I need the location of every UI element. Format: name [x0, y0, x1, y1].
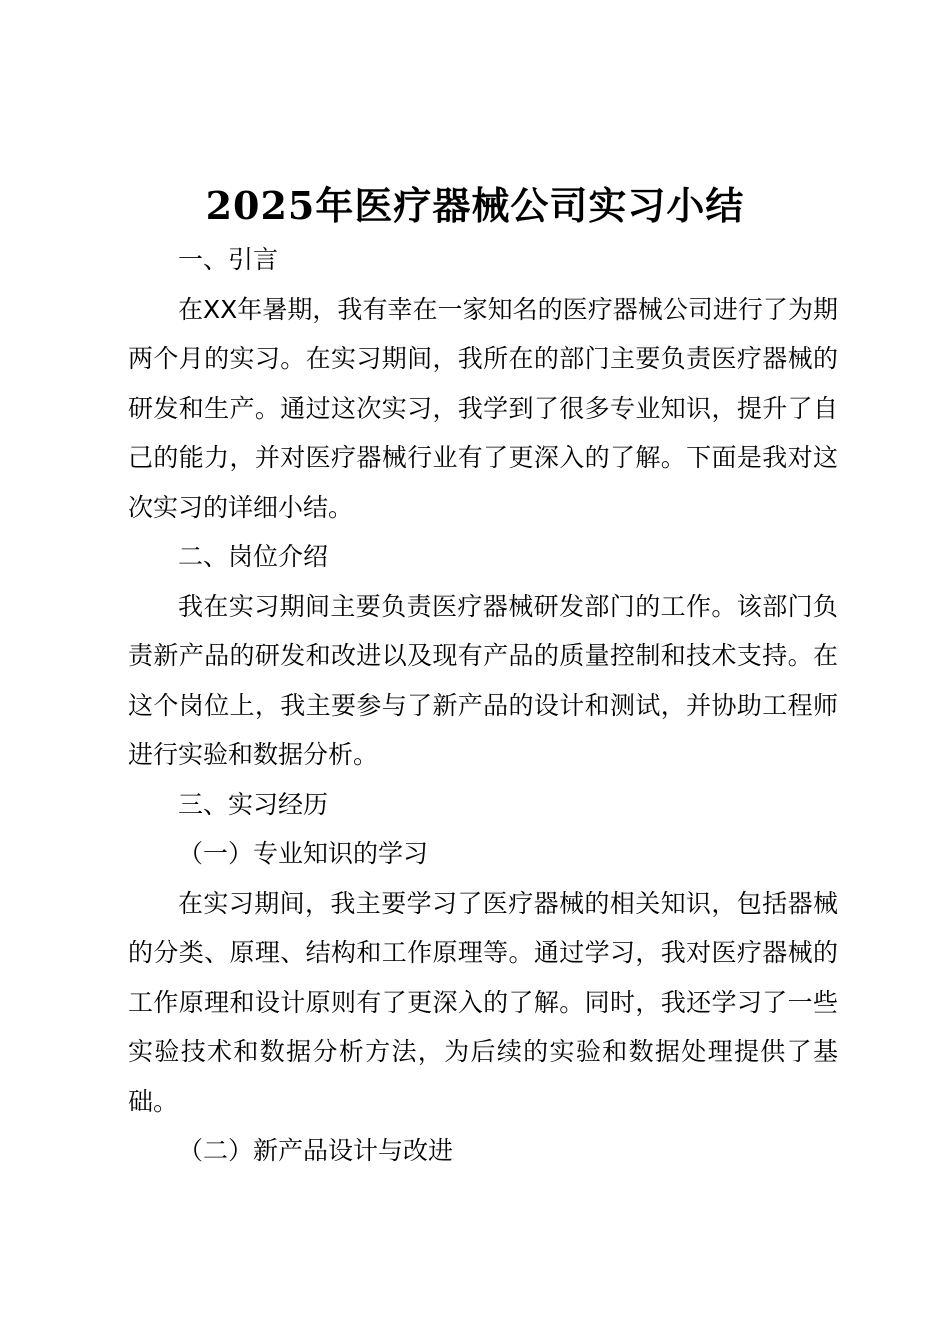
document-title: 2025年医疗器械公司实习小结	[205, 183, 745, 228]
document-body	[128, 235, 838, 1176]
paragraph-intro: 在XX年暑期，我有幸在一家知名的医疗器械公司进行了为期两个月的实习。在实习期间，我所在的部门主要负责医疗器械的研发和生产。通过这次实习，我学到了很多专业知识，提升了自己的能力，并对医疗器械行业有了更深入的了解。下面是我对这次实习的详细小结。	[128, 294, 838, 522]
section-heading-intro: 一、引言	[178, 245, 279, 274]
paragraph-position: 我在实习期间主要负责医疗器械研发部门的工作。该部门负责新产品的研发和改进以及现有产品的质量控制和技术支持。在这个岗位上，我主要参与了新产品的设计和测试，并协助工程师进行实验和数据分析。	[128, 591, 838, 769]
subsection-heading-new-product: （二）新产品设计与改进	[178, 1136, 454, 1165]
subsection-heading-knowledge: （一）专业知识的学习	[178, 839, 429, 868]
section-heading-position: 二、岗位介绍	[178, 542, 329, 571]
paragraph-knowledge: 在实习期间，我主要学习了医疗器械的相关知识，包括器械的分类、原理、结构和工作原理等。通过学习，我对医疗器械的工作原理和设计原则有了更深入的了解。同时，我还学习了一些实验技术和数据分析方法，为后续的实验和数据处理提供了基础。	[128, 888, 838, 1116]
section-heading-experience: 三、实习经历	[178, 789, 329, 819]
